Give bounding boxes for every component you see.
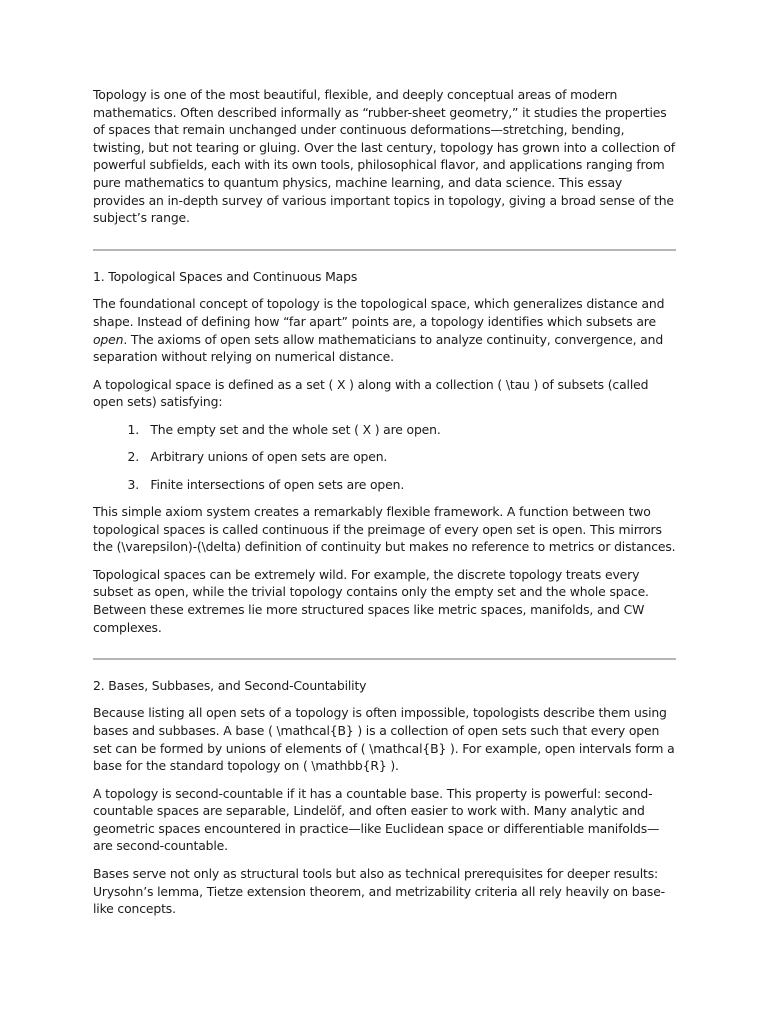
paragraph: This simple axiom system creates a remarkably flexible framework. A function between two topological spaces is called continuous if the preimage of every open set is open. This mirrors the (\varepsilon)-(\delta) definition of continuity but makes no reference to metrics or distances. [93, 504, 676, 555]
paragraph: Topological spaces can be extremely wild. For example, the discrete topology treats every subset as open, while the trivial topology contains only the empty set and the whole space. Between these extremes lie more structured spaces like metric spaces, manifolds, and CW complexes. [93, 566, 649, 635]
list-number: 2. [127, 449, 139, 465]
list-text [139, 421, 441, 439]
list-text [139, 476, 404, 494]
section-title: 2. Bases, Subbases, and Second-Countability [93, 677, 367, 693]
list-item [93, 476, 676, 494]
list-text-content: Arbitrary unions of open sets are open. [150, 449, 388, 465]
paragraph [93, 295, 676, 365]
section-bases-subbases [93, 677, 676, 918]
paragraph-text: The foundational concept of topology is the topological space, which generalizes distance and shape. Instead of defining how “far apart” points are, a topology identifies which subsets are [93, 296, 665, 329]
paragraph: A topological space is defined as a set ( X ) along with a collection ( \tau ) of subsets (called open sets) satisfying: [93, 376, 649, 410]
list-text-content: The empty set and the whole set ( X ) are open. [150, 421, 441, 437]
list-item [93, 421, 676, 439]
section-divider [93, 658, 676, 660]
paragraph: A topology is second-countable if it has a countable base. This property is powerful: second-countable spaces are separable, Lindelöf, and often easier to work with. Many analytic and geometric spaces encountered in practice—like Euclidean space or differentiable manifolds—are second-countable. [93, 785, 660, 854]
section-title: 1. Topological Spaces and Continuous Maps [93, 268, 358, 284]
axiom-list [93, 421, 676, 493]
emphasis-text: open [93, 331, 124, 347]
section-divider [93, 249, 676, 251]
list-text [139, 448, 387, 466]
document-page [93, 86, 676, 928]
section-topological-spaces [93, 268, 676, 636]
intro-paragraph: Topology is one of the most beautiful, flexible, and deeply conceptual areas of modern mathematics. Often described informally as “rubber-sheet geometry,” it studies the properties of spaces that remain unchanged under continuous deformations—stretching, bending, twisting, but not tearing or gluing. Over the last century, topology has grown into a collection of powerful subfields, each with its own tools, philosophical flavor, and applications ranging from pure mathematics to quantum physics, machine learning, and data science. This essay provides an in-depth survey of various important topics in topology, giving a broad sense of the subject’s range. [93, 87, 675, 226]
list-number: 3. [127, 476, 139, 492]
list-text-content: Finite intersections of open sets are open. [150, 476, 405, 492]
paragraph: Bases serve not only as structural tools but also as technical prerequisites for deeper results: Urysohn’s lemma, Tietze extension theorem, and metrizability criteria all rely heavily on base-like concepts. [93, 866, 665, 917]
list-item [93, 448, 676, 466]
paragraph: Because listing all open sets of a topology is often impossible, topologists describe them using bases and subbases. A base ( \mathcal{B} ) is a collection of open sets such that every open set can be formed by unions of elements of ( \mathcal{B} ). For example, open intervals form a base for the standard topology on ( \mathbb{R} ). [93, 705, 675, 774]
paragraph-text: . The axioms of open sets allow mathematicians to analyze continuity, convergence, and separation without relying on numerical distance. [93, 331, 664, 365]
list-number: 1. [127, 421, 139, 437]
